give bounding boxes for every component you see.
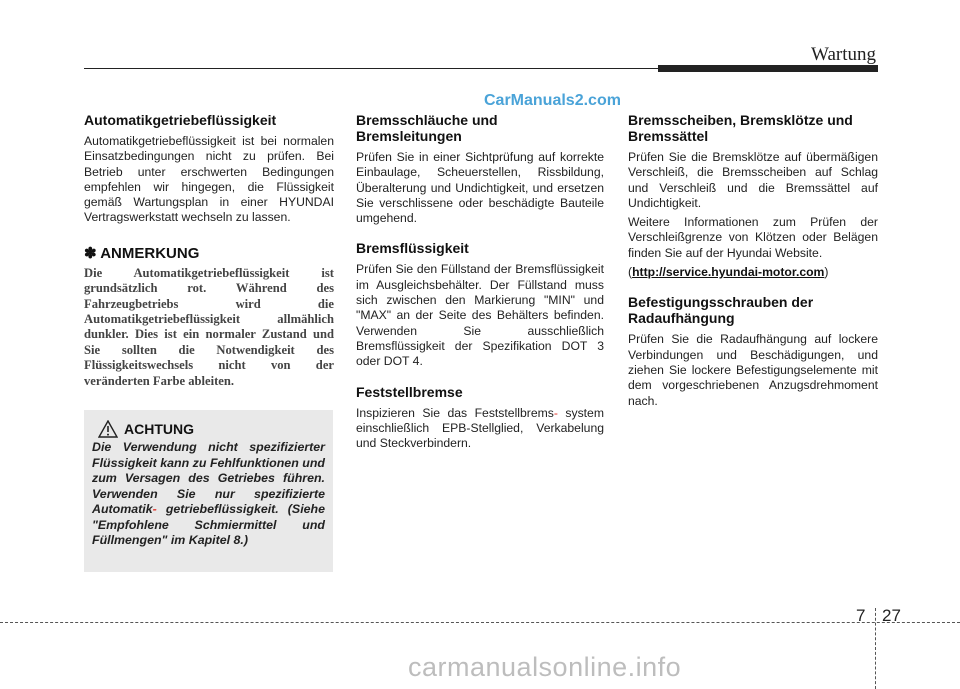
column-right [628,112,878,423]
section-heading-automatic-fluid: Automatikgetriebeflüssigkeit [84,112,277,128]
parking-brake-hyphen: - [553,405,558,420]
warning-box [84,410,333,572]
page-header-title: Wartung [811,44,876,65]
section-body-brake-discs-info: Weitere Informationen zum Prüfen der Verschleißgrenze von Klötzen oder Belägen finden Sie auf der Hyundai Website. [628,215,878,260]
warning-hyphen: - [152,502,157,516]
section-heading-parking-brake: Feststellbremse [356,383,463,400]
page-number: 27 [882,606,901,625]
column-left [84,112,334,389]
warning-body [92,440,325,549]
section-heading-brake-fluid: Bremsflüssigkeit [356,240,469,257]
hyundai-service-link[interactable]: http://service.hyundai-motor.com [632,265,825,280]
section-body-brake-hoses: Prüfen Sie in einer Sichtprüfung auf korrekte Einbaulage, Scheuerstellen, Rissbildung, Überalterung und Undichtigkeit, und ersetzen Sie verschlissene oder beschädigte Bauteile umgehend. [356,150,604,226]
section-body-parking-brake [356,406,604,452]
watermark-top: CarManuals2.com [484,92,621,109]
link-open-paren: ( [628,265,633,280]
watermark-bottom: carmanualsonline.info [408,652,682,682]
link-close-paren: ) [824,265,829,280]
header-rule-accent [658,65,878,72]
section-heading-suspension-bolts: Befestigungsschrauben der Radaufhängung [628,294,814,327]
warning-header [92,420,325,438]
note-symbol-icon: ✽ [84,244,97,262]
parking-brake-body-part1: Inspizieren Sie das Feststellbrems [356,405,554,420]
section-body-brake-fluid: Prüfen Sie den Füllstand der Bremsflüssigkeit im Ausgleichsbehälter. Der Füllstand muss sich zwischen den Markierung "MIN" und "MAX" an der Seite des Behälters befinden. Verwenden Sie ausschließlich Bremsflüssigkeit der Spezifikation DOT 3 oder DOT 4. [356,262,604,369]
section-heading-brake-hoses: Bremsschläuche und Bremsleitungen [356,112,498,144]
parking-brake-body-part2: system einschließlich EPB-Stellglied, Verkabelung und Steckverbindern. [356,405,604,451]
warning-title: ACHTUNG [124,421,194,437]
warning-triangle-icon [98,420,118,438]
chapter-number: 7 [856,606,866,625]
header-rule [84,68,664,69]
page-number-separator [875,608,876,689]
footer-rule [0,622,960,623]
section-body-automatic-fluid: Automatikgetriebeflüssigkeit ist bei normalen Einsatzbedingungen nicht zu prüfen. Bei Betrieb unter erschwerten Bedingungen empfehlen wir hingegen, die Flüssigkeit gemäß Wartungsplan in einer HYUNDAI Vertragswerkstatt wechseln zu lassen. [84,134,334,225]
section-body-brake-discs: Prüfen Sie die Bremsklötze auf übermäßigen Verschleiß, die Bremsscheiben auf Schlag und Verschleiß und die Bremssättel auf Undichtigkeit. [628,150,878,210]
note-title [84,244,334,262]
warning-body-part1: Die Verwendung nicht spezifizierter Flüssigkeit kann zu Fehlfunktionen und zum Versagen des Getriebes führen. Verwenden Sie nur spezifizierte Automatik [92,440,325,516]
column-middle [356,112,604,465]
warning-body-part2: getriebeflüssigkeit. (Siehe "Empfohlene Schmiermittel und Füllmengen" im Kapitel 8.) [92,502,325,547]
website-link-line [628,265,878,280]
section-heading-brake-discs: Bremsscheiben, Bremsklötze und Bremssättel [628,112,853,144]
note-title-label: ANMERKUNG [100,244,200,262]
note-body: Die Automatikgetriebeflüssigkeit ist grundsätzlich rot. Während des Fahrzeugbetriebs wird die Automatikgetriebeflüssigkeit allmählich dunkler. Dies ist ein normaler Zustand und Sie sollten die Notwendigkeit des Flüssigkeitswechsels nicht von der veränderten Farbe ableiten. [84,265,334,388]
section-body-suspension-bolts: Prüfen Sie die Radaufhängung auf lockere Verbindungen und Beschädigungen, und ziehen Sie lockere Befestigungselemente mit dem vorgeschriebenen Anzugsdrehmoment nach. [628,332,878,408]
